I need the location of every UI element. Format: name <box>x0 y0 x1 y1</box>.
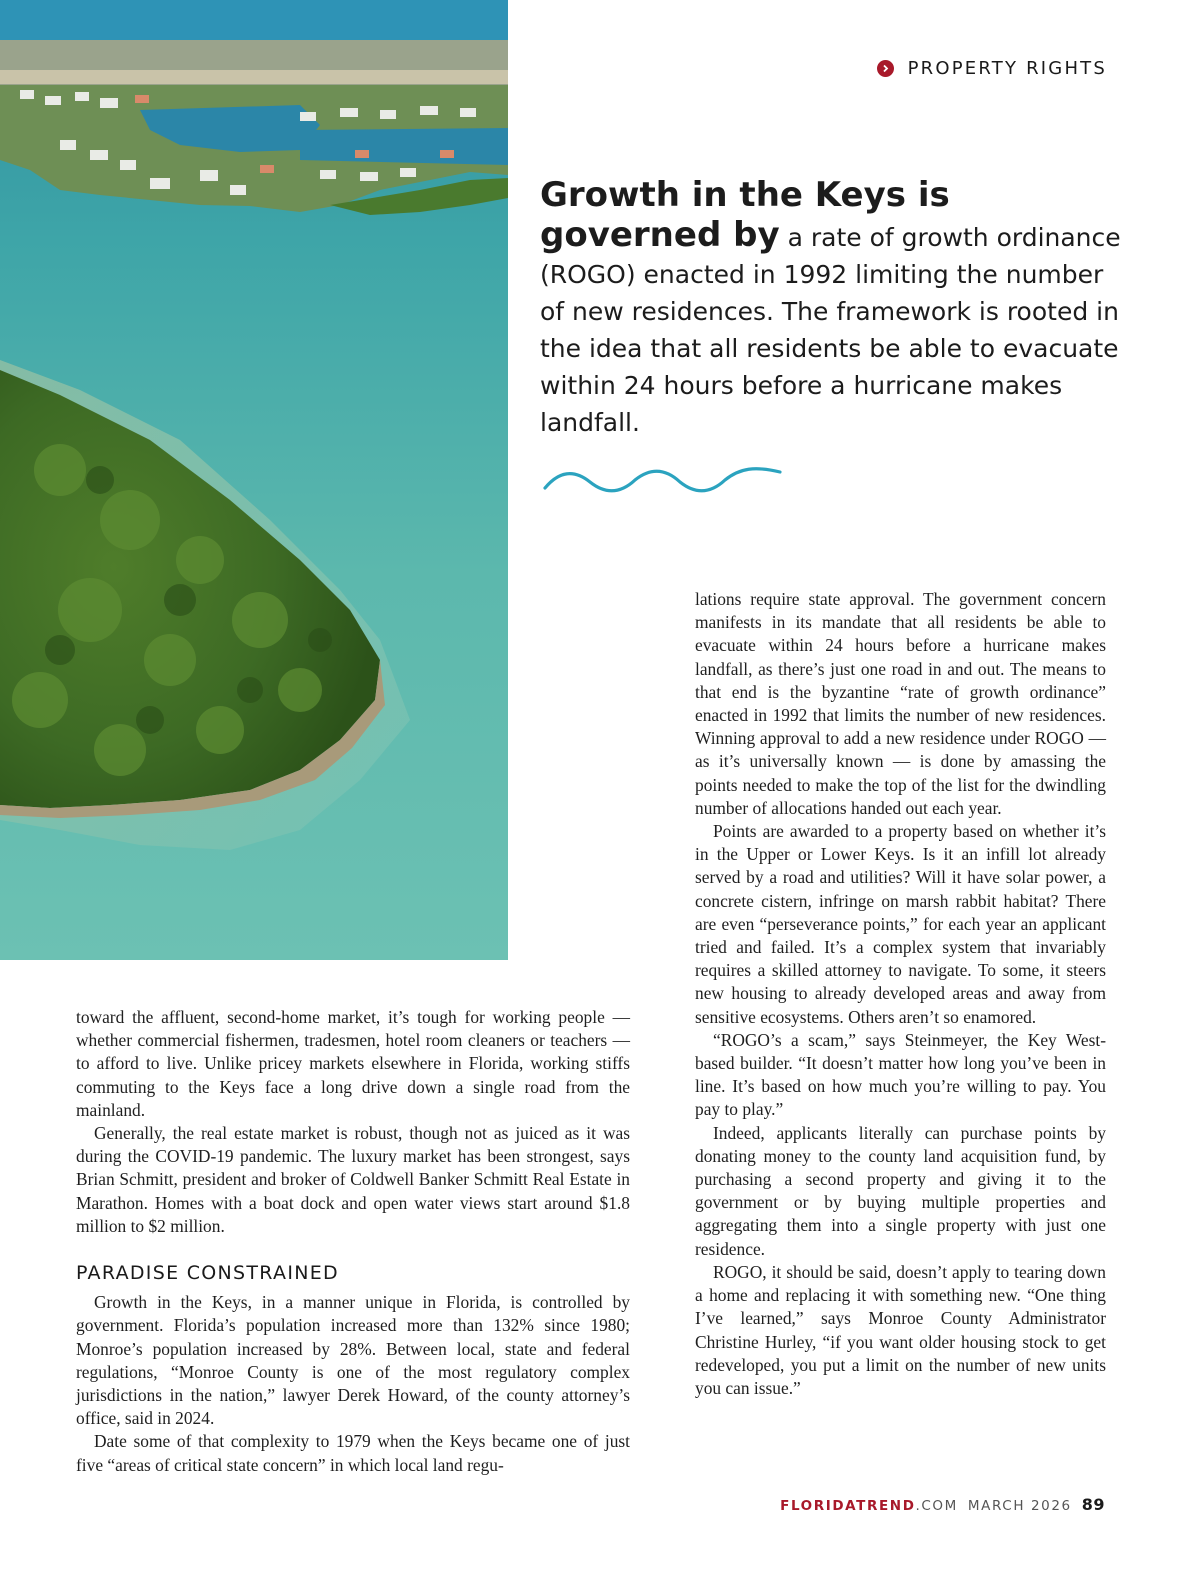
footer-brand: FLORIDATREND <box>780 1498 916 1514</box>
pull-quote-body: a rate of growth ordinance (ROGO) enacted in 1992 limiting the number of new residences. The framework is rooted in the idea that all residents be able to evacuate within 24 hours before a hurricane makes landfall. <box>540 223 1121 437</box>
page-number: 89 <box>1081 1495 1105 1514</box>
section-label-text: PROPERTY RIGHTS <box>907 58 1107 79</box>
page-footer <box>780 1495 1105 1514</box>
article-paragraph: Generally, the real estate market is robust, though not as juiced as it was during the COVID-19 pandemic. The luxury market has been strongest, says Brian Schmitt, president and broker of Coldwell Banker Schmitt Real Estate in Marathon. Homes with a boat dock and open water views start around $1.8 million to $2 million. <box>76 1123 630 1236</box>
article-paragraph: toward the affluent, second-home market, it’s tough for working people — whether commercial fishermen, tradesmen, hotel room cleaners or teachers — to afford to live. Unlike pricey markets elsewhere in Florida, working stiffs commuting to the Keys face a long drive down a single road from the mainland. <box>76 1007 630 1120</box>
article-paragraph: “ROGO’s a scam,” says Steinmeyer, the Key West-based builder. “It doesn’t matter how long you’ve been in line. It’s based on how much you’re willing to pay. You pay to play.” <box>695 1029 1106 1120</box>
article-paragraph: ROGO, it should be said, doesn’t apply to tearing down a home and replacing it with something new. “One thing I’ve learned,” says Monroe County Administrator Christine Hurley, “if you want older housing stock to get redeveloped, you put a limit on the number of new units you can issue.” <box>695 1261 1106 1398</box>
article-paragraph: Indeed, applicants literally can purchase points by donating money to the county land acquisition fund, by purchasing a second property and giving it to the government or by buying multiple properties and aggregating them into a single property with just one residence. <box>695 1122 1106 1259</box>
footer-site[interactable] <box>780 1498 958 1514</box>
footer-domain: .COM <box>915 1498 958 1514</box>
article-column-right <box>695 588 1106 1400</box>
article-paragraph: Date some of that complexity to 1979 when the Keys became one of just five “areas of critical state concern” in which local land regu- <box>76 1431 630 1475</box>
article-paragraph: Growth in the Keys, in a manner unique in Florida, is controlled by government. Florida’s population increased more than 132% since 1980; Monroe’s population increased by 28%. Between local, state and federal regulations, “Monroe County is one of the most regulatory complex jurisdictions in the nation,” lawyer Derek Howard, of the county attorney’s office, said in 2024. <box>76 1292 630 1429</box>
wave-divider <box>542 462 784 501</box>
section-label <box>877 58 1107 79</box>
pull-quote-lead: Growth in the Keys is governed by <box>540 175 950 255</box>
subhead: PARADISE CONSTRAINED <box>76 1262 339 1285</box>
footer-issue: MARCH 2026 <box>967 1498 1072 1514</box>
chevron-right-icon <box>877 60 894 77</box>
article-column-left <box>76 1006 630 1477</box>
pull-quote <box>540 176 1125 441</box>
aerial-photo-keys <box>0 0 508 960</box>
article-paragraph: lations require state approval. The government concern manifests in its mandate that all residents be able to evacuate within 24 hours before a hurricane makes landfall, as there’s just one road in and out. The means to that end is the byzantine “rate of growth ordinance” enacted in 1992 that limits the number of new residences. Winning approval to add a new residence under ROGO — as it’s universally known — is done by amassing the points needed to make the top of the list for the dwindling number of allocations handed out each year. <box>695 589 1106 818</box>
article-paragraph: Points are awarded to a property based on whether it’s in the Upper or Lower Keys. Is it an infill lot already served by a road and utilities? Will it have solar power, a concrete cistern, infringe on marsh rabbit habitat? There are even “perseverance points,” for each year an applicant tried and failed. It’s a complex system that invariably requires a skilled attorney to navigate. To some, it steers new housing to already developed areas and away from sensitive ecosystems. Others aren’t so enamored. <box>695 821 1106 1027</box>
